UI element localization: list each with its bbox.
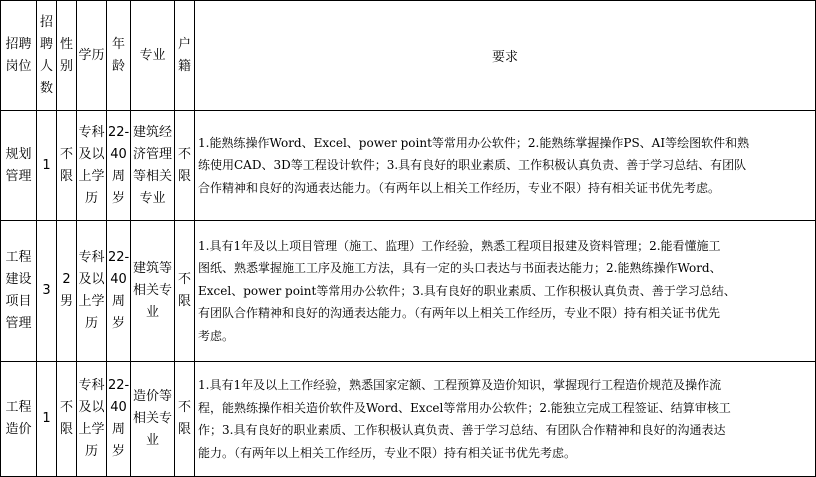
header-hukou: 户 籍 [175, 1, 195, 111]
cell-hukou: 不 限 [175, 111, 195, 221]
cell-major: 建筑经 济管理 等相关 专业 [131, 111, 175, 221]
cell-major: 建筑等 相关专 业 [131, 221, 175, 362]
cell-hukou: 不 限 [175, 221, 195, 362]
cell-count: 1 [37, 362, 57, 477]
cell-requirements: 1.能熟练操作Word、Excel、power point等常用办公软件；2.能熟练掌握操作PS、AI等绘图软件和熟 练使用CAD、3D等工程设计软件；3.具有良好的职业素质、工作积极认真负责、善于学习总结、有团队 合作精神和良好的沟通表达能力。（有两年以上相关工作经历，专业不限）持有相关证书优先考虑。 [195, 111, 816, 221]
header-position: 招聘 岗位 [1, 1, 37, 111]
header-gender: 性 别 [57, 1, 77, 111]
cell-count: 1 [37, 111, 57, 221]
header-major: 专业 [131, 1, 175, 111]
header-count: 招 聘 人 数 [37, 1, 57, 111]
cell-hukou: 不 限 [175, 362, 195, 477]
header-education: 学历 [77, 1, 107, 111]
cell-gender: 2 男 [57, 221, 77, 362]
cell-count: 3 [37, 221, 57, 362]
cell-requirements: 1.具有1年及以上工作经验，熟悉国家定额、工程预算及造价知识，掌握现行工程造价规范及操作流 程，能熟练操作相关造价软件及Word、Excel等常用办公软件；2.能独立完成工程签证、结算审核工 作；3.具有良好的职业素质、工作积极认真负责、善于学习总结、有团队合作精神和良好的沟通表达 能力。（有两年以上相关工作经历，专业不限）持有相关证书优先考虑。 [195, 362, 816, 477]
cell-position: 工程 造价 [1, 362, 37, 477]
cell-age: 22- 40 周 岁 [107, 111, 131, 221]
cell-position: 规划 管理 [1, 111, 37, 221]
table-row [1, 111, 816, 221]
cell-position: 工程 建设 项目 管理 [1, 221, 37, 362]
table-row [1, 362, 816, 477]
cell-gender: 不 限 [57, 111, 77, 221]
header-requirements: 要求 [195, 1, 816, 111]
cell-gender: 不 限 [57, 362, 77, 477]
table-row [1, 221, 816, 362]
cell-education: 专科 及以 上学 历 [77, 111, 107, 221]
header-row [1, 1, 816, 111]
cell-major: 造价等 相关专 业 [131, 362, 175, 477]
cell-education: 专科 及以 上学 历 [77, 221, 107, 362]
header-age: 年 龄 [107, 1, 131, 111]
cell-requirements: 1.具有1年及以上项目管理（施工、监理）工作经验，熟悉工程项目报建及资料管理；2.能看懂施工 图纸、熟悉掌握施工工序及施工方法，具有一定的头口表达与书面表达能力；2.能熟练操作Word、 Excel、power point等常用办公软件；3.具有良好的职业素质、工作积极认真负责、善于学习总结、 有团队合作精神和良好的沟通表达能力。（有两年以上相关工作经历，专业不限）持有相关证书优先 考虑。 [195, 221, 816, 362]
cell-age: 22- 40 周 岁 [107, 221, 131, 362]
cell-education: 专科 及以 上学 历 [77, 362, 107, 477]
cell-age: 22- 40 周 岁 [107, 362, 131, 477]
